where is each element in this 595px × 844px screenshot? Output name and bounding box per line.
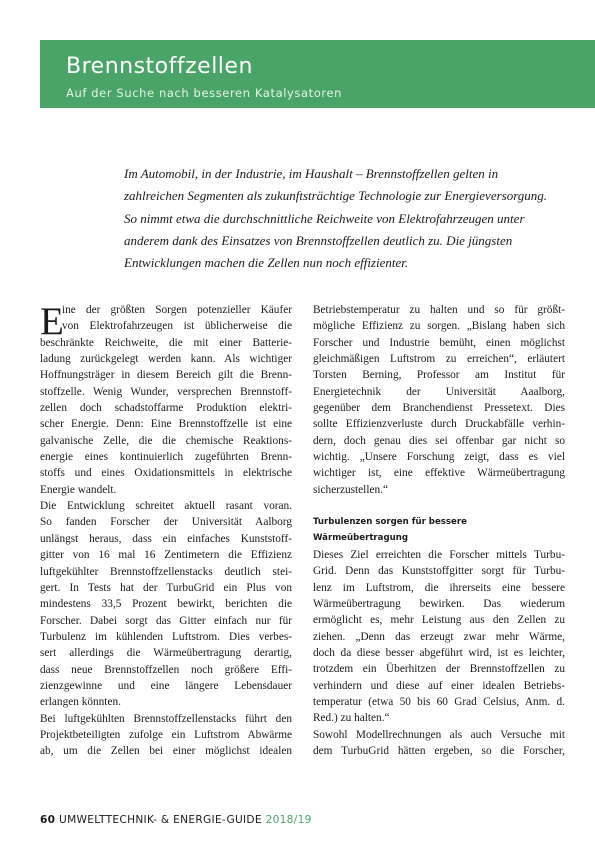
body-line: temperatur (etwa 50 bis 60 Grad Celsius, Anm. d. bbox=[313, 695, 565, 708]
body-line: Turbulenz im kühlenden Luftstrom. Dies verbes- bbox=[40, 630, 292, 643]
body-line: dass neue Brennstoffzellen noch größere Effi- bbox=[40, 663, 292, 676]
body-line: ladung zurückgelegt werden kann. Als wichtiger bbox=[40, 353, 292, 366]
body-line: zienzgewinne und eine längere Lebensdauer bbox=[40, 679, 292, 692]
body-line: sicherzustellen.“ bbox=[313, 483, 388, 496]
publication-name: UMWELTTECHNIK- & ENERGIE-GUIDE bbox=[59, 814, 262, 826]
body-line: ermöglicht es, mehr Leistung aus den Zellen zu bbox=[313, 614, 565, 627]
body-line: Projektbeteiligten zufolge ein Luftstrom Abwärme bbox=[40, 728, 292, 741]
body-line: luftgekühlter Brennstoffzellenstacks deutlich stei- bbox=[40, 565, 292, 578]
body-line: beschränkte Reichweite, die mit einer Batterie- bbox=[40, 336, 292, 349]
body-line: So fanden Forscher der Universität Aalborg bbox=[40, 516, 292, 529]
body-line: gleichmäßigen Luftstrom zu erreichen“, erläutert bbox=[313, 353, 565, 366]
body-line: galvanische Zelle, die die chemische Reaktions- bbox=[40, 434, 292, 447]
body-line: dern, doch genau dies sei offenbar gar nicht so bbox=[313, 434, 565, 447]
body-line: dem TurbuGrid hätten ergeben, so die Forscher, bbox=[313, 744, 565, 757]
body-line: Torsten Berning, Professor am Institut für bbox=[313, 369, 565, 382]
lead-line: Entwicklungen machen die Zellen nun noch effizienter. bbox=[124, 255, 409, 271]
lead-line: Im Automobil, in der Industrie, im Haushalt – Brennstoffzellen gelten in bbox=[124, 166, 499, 181]
body-line: erlangen könnten. bbox=[40, 696, 121, 709]
body-line: Red.) zu halten.“ bbox=[313, 712, 390, 725]
body-line: Die Entwicklung schreitet aktuell rasant voran. bbox=[40, 500, 292, 513]
body-line: Wärmeübertragung bewirken. Das wiederum bbox=[313, 597, 565, 610]
lead-line: So nimmt etwa die durchschnittliche Reichweite von Elektrofahrzeugen unter bbox=[124, 210, 525, 226]
body-line: Forscher und Industrie bemüht, einen möglichst bbox=[313, 336, 565, 349]
body-line: doch da diese besser abgeführt wird, ist es leichter, bbox=[313, 646, 565, 659]
body-line: Dieses Ziel erreichten die Forscher mittels Turbu- bbox=[313, 548, 565, 561]
body-line: Betriebstemperatur zu halten und so für größt- bbox=[313, 304, 565, 316]
body-line: Hoffnungsträger in diesem Bereich gilt die Brenn- bbox=[40, 369, 292, 382]
body-line: Energietechnik der Universität Aaalborg, bbox=[313, 385, 565, 398]
body-line: ziehen. „Denn das erzeugt zwar mehr Wärme, bbox=[313, 630, 565, 643]
body-line: ab, um die Zellen bei einer möglichst idealen bbox=[40, 745, 292, 758]
body-column-left bbox=[40, 302, 292, 760]
body-line: zellen doch schadstoffarme Produktion elektri- bbox=[40, 402, 292, 415]
body-line: Forscher. Dabei sorgt das Gitter einfach nur für bbox=[40, 614, 292, 627]
body-line: von Elektrofahrzeugen ist üblicherweise die bbox=[62, 320, 292, 333]
body-line: gitter von 16 mal 16 Zentimetern die Effizienz bbox=[40, 549, 292, 562]
section-subheading: Wärmeübertragung bbox=[313, 533, 409, 544]
lead-paragraph bbox=[124, 163, 548, 274]
drop-cap: E bbox=[40, 300, 64, 343]
body-column-right bbox=[313, 302, 565, 759]
body-line: trotzdem ein Überhitzen der Brennstoffzellen zu bbox=[313, 663, 565, 676]
body-line: energie eines kontinuierlich zugeführten Brenn- bbox=[40, 451, 292, 464]
lead-line: zahlreichen Segmenten als zukunftsträchtige Technologie zur Energieversorgung. bbox=[124, 188, 548, 204]
section-spacer bbox=[313, 498, 565, 514]
body-line: Sowohl Modellrechnungen als auch Versuche mit bbox=[313, 728, 565, 741]
body-line: lenz im Luftstrom, die ihrerseits eine bessere bbox=[313, 581, 565, 594]
body-line: mögliche Effizienz zu sorgen. „Bislang haben sich bbox=[313, 320, 565, 333]
body-line: Bei luftgekühlten Brennstoffzellenstacks führt den bbox=[40, 712, 292, 725]
body-line: gegenüber dem Branchendienst Pressetext. Dies bbox=[313, 402, 565, 415]
body-line: Energie wandelt. bbox=[40, 483, 117, 496]
publication-year: 2018/19 bbox=[265, 814, 312, 826]
body-line: unlängst heraus, dass ein einfaches Kunststoff- bbox=[40, 532, 292, 545]
body-line: Grid. Denn das Kunststoffgitter sorgt für Turbu- bbox=[313, 565, 565, 578]
article-subtitle: Auf der Suche nach besseren Katalysatoren bbox=[66, 86, 343, 100]
page-number: 60 bbox=[40, 814, 56, 826]
body-line: sert allerdings die Wärmeübertragung derartig, bbox=[40, 647, 292, 660]
body-line: wichtiger ist, eine effektive Wärmeübertragung bbox=[313, 467, 565, 480]
body-line: stoffs und eines Oxidationsmittels in elektrische bbox=[40, 467, 292, 480]
lead-line: anderem dank des Einsatzes von Brennstoffzellen deutlich zu. Die jüngsten bbox=[124, 232, 513, 248]
body-line: verhindern und diese auf einer idealen Betriebs- bbox=[313, 679, 565, 692]
section-subheading: Turbulenzen sorgen für bessere bbox=[313, 517, 467, 528]
page-footer bbox=[40, 814, 312, 826]
body-line: mindestens 33,5 Prozent bewirkt, berichten die bbox=[40, 598, 292, 611]
body-line: gert. In Tests hat der TurbuGrid ein Plus von bbox=[40, 581, 292, 594]
article-header-band bbox=[40, 40, 595, 108]
article-title: Brennstoffzellen bbox=[66, 54, 253, 79]
body-line: wichtig. „Unsere Forschung zeigt, dass es viel bbox=[313, 451, 565, 464]
body-line: scher Energie. Denn: Eine Brennstoffzelle ist eine bbox=[40, 418, 292, 431]
body-line: sollte Effizienzverluste durch Druckabfälle verhin- bbox=[313, 418, 565, 431]
body-line: ine der größten Sorgen potenzieller Käufer bbox=[62, 304, 292, 316]
body-line: stoffzelle. Wenig Wunder, versprechen Brennstoff- bbox=[40, 385, 292, 398]
